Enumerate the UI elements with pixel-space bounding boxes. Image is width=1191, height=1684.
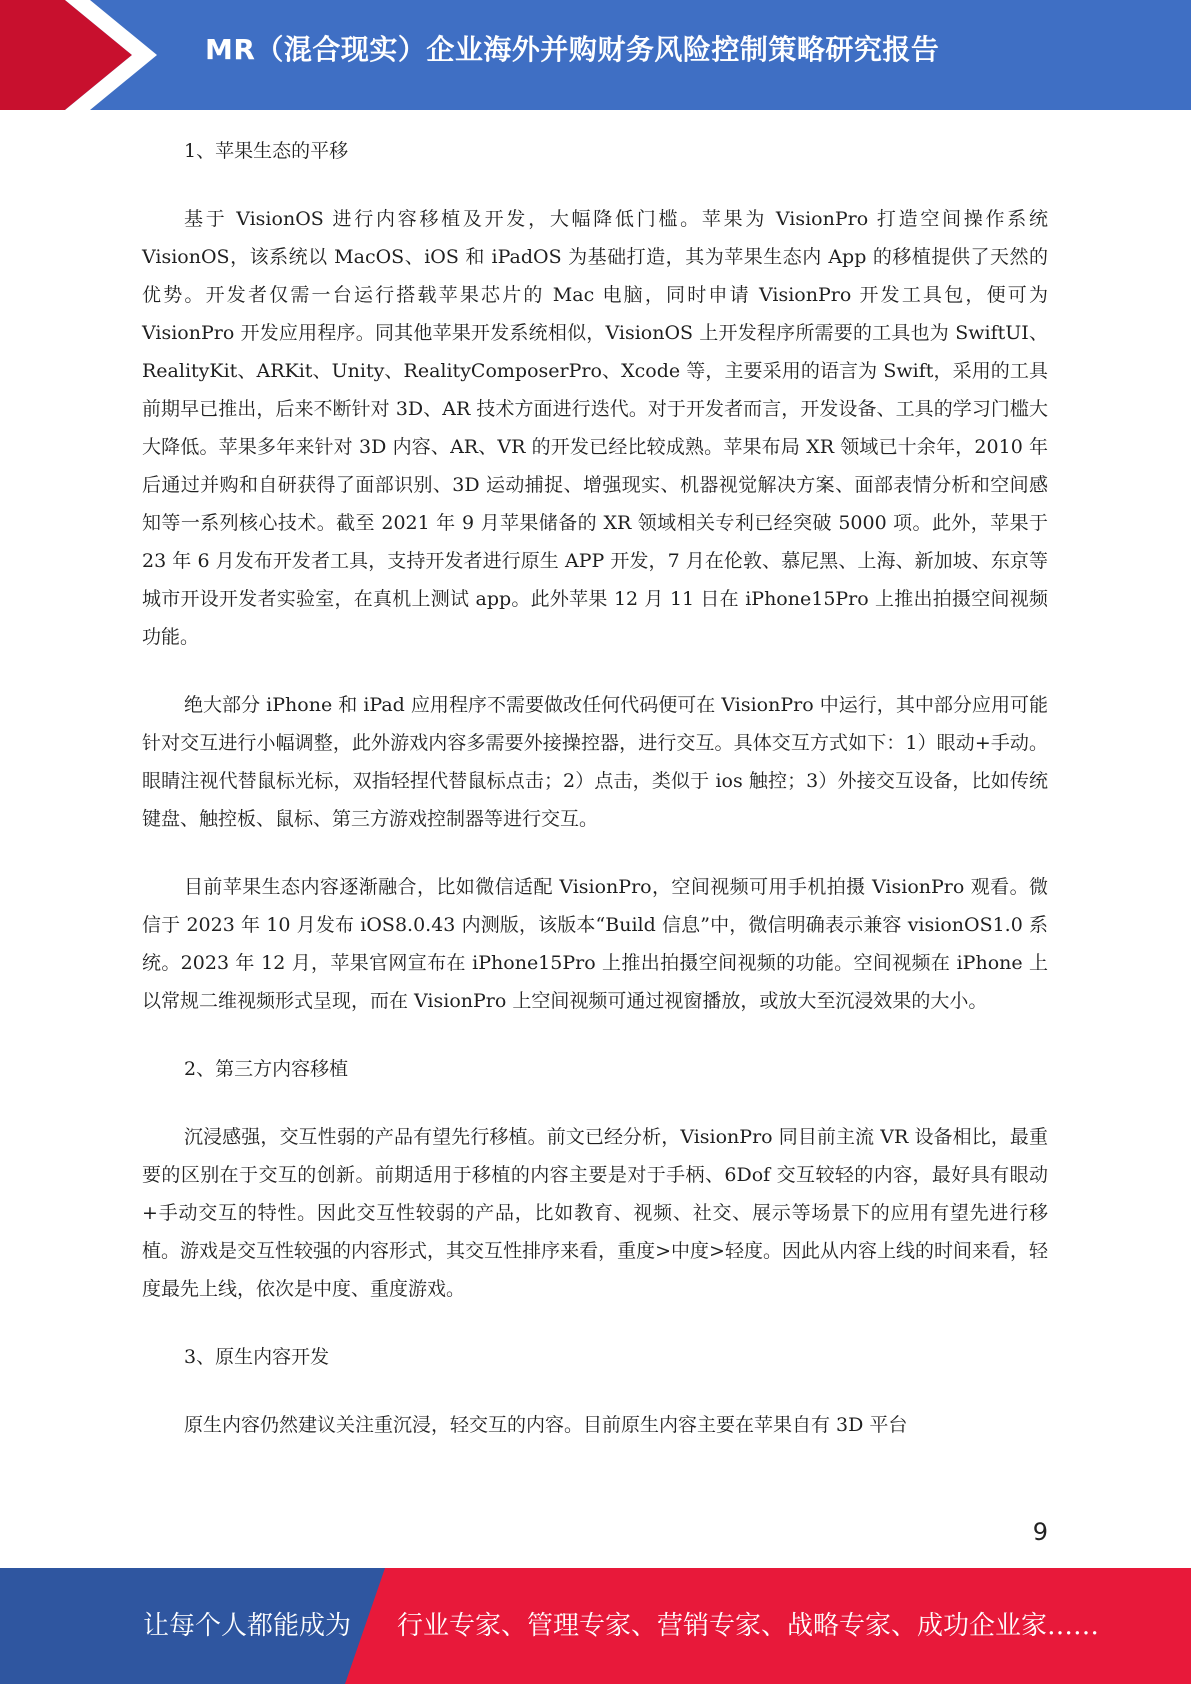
section-heading-3: 3、原生内容开发 — [184, 1346, 330, 1368]
paragraph-2: 绝大部分 iPhone 和 iPad 应用程序不需要做改任何代码便可在 VisionPro 中运行，其中部分应用可能针对交互进行小幅调整，此外游戏内容多需要外接操控器，进行交互。具体交互方式如下：1）眼动+手动。眼睛注视代替鼠标光标，双指轻捏代替鼠标点击；2）点击，类似于 ios 触控；3）外接交互设备，比如传统键盘、触控板、鼠标、第三方游戏控制器等进行交互。 — [142, 694, 1048, 830]
section-heading-2: 2、第三方内容移植 — [184, 1058, 349, 1080]
footer-slogan-left: 让每个人都能成为 — [143, 1611, 352, 1641]
page-header-band — [0, 0, 1191, 110]
footer-slogan-right: 行业专家、管理专家、营销专家、战略专家、成功企业家…… — [397, 1611, 1100, 1641]
chevron-arrow-icon — [0, 0, 160, 110]
paragraph-3: 目前苹果生态内容逐渐融合，比如微信适配 VisionPro，空间视频可用手机拍摄 VisionPro 观看。微信于 2023 年 10 月发布 iOS8.0.43 内测版，该版本“Build 信息”中，微信明确表示兼容 visionOS1.0 系统。2023 年 12 月，苹果官网宣布在 iPhone15Pro 上推出拍摄空间视频的功能。空间视频在 iPhone 上以常规二维视频形式呈现，而在 VisionPro 上空间视频可通过视窗播放，或放大至沉浸效果的大小。 — [142, 876, 1048, 1012]
paragraph-1: 基于 VisionOS 进行内容移植及开发，大幅降低门槛。苹果为 VisionPro 打造空间操作系统 VisionOS，该系统以 MacOS、iOS 和 iPadOS 为基础打造，其为苹果生态内 App 的移植提供了天然的优势。开发者仅需一台运行搭载苹果芯片的 Mac 电脑，同时申请 VisionPro 开发工具包，便可为 VisionPro 开发应用程序。同其他苹果开发系统相似，VisionOS 上开发程序所需要的工具也为 SwiftUI、RealityKit、ARKit、Unity、RealityComposerPro、Xcode 等，主要采用的语言为 Swift，采用的工具前期早已推出，后来不断针对 3D、AR 技术方面进行迭代。对于开发者而言，开发设备、工具的学习门槛大大降低。苹果多年来针对 3D 内容、AR、VR 的开发已经比较成熟。苹果布局 XR 领域已十余年，2010 年后通过并购和自研获得了面部识别、3D 运动捕捉、增强现实、机器视觉解决方案、面部表情分析和空间感知等一系列核心技术。截至 2021 年 9 月苹果储备的 XR 领域相关专利已经突破 5000 项。此外，苹果于 23 年 6 月发布开发者工具，支持开发者进行原生 APP 开发，7 月在伦敦、慕尼黑、上海、新加坡、东京等城市开设开发者实验室，在真机上测试 app。此外苹果 12 月 11 日在 iPhone15Pro 上推出拍摄空间视频功能。 — [142, 208, 1048, 648]
document-body — [142, 132, 1048, 1474]
page-number: 9 — [1032, 1518, 1048, 1546]
page-footer-band — [0, 1568, 1191, 1684]
paragraph-4: 沉浸感强，交互性弱的产品有望先行移植。前文已经分析，VisionPro 同目前主流 VR 设备相比，最重要的区别在于交互的创新。前期适用于移植的内容主要是对于手柄、6Dof 交互较轻的内容，最好具有眼动+手动交互的特性。因此交互性较弱的产品，比如教育、视频、社交、展示等场景下的应用有望先进行移植。游戏是交互性较强的内容形式，其交互性排序来看，重度>中度>轻度。因此从内容上线的时间来看，轻度最先上线，依次是中度、重度游戏。 — [142, 1126, 1048, 1300]
section-heading-1: 1、苹果生态的平移 — [184, 140, 349, 162]
paragraph-5: 原生内容仍然建议关注重沉浸，轻交互的内容。目前原生内容主要在苹果自有 3D 平台 — [184, 1414, 908, 1436]
report-title: MR（混合现实）企业海外并购财务风险控制策略研究报告 — [205, 33, 940, 66]
